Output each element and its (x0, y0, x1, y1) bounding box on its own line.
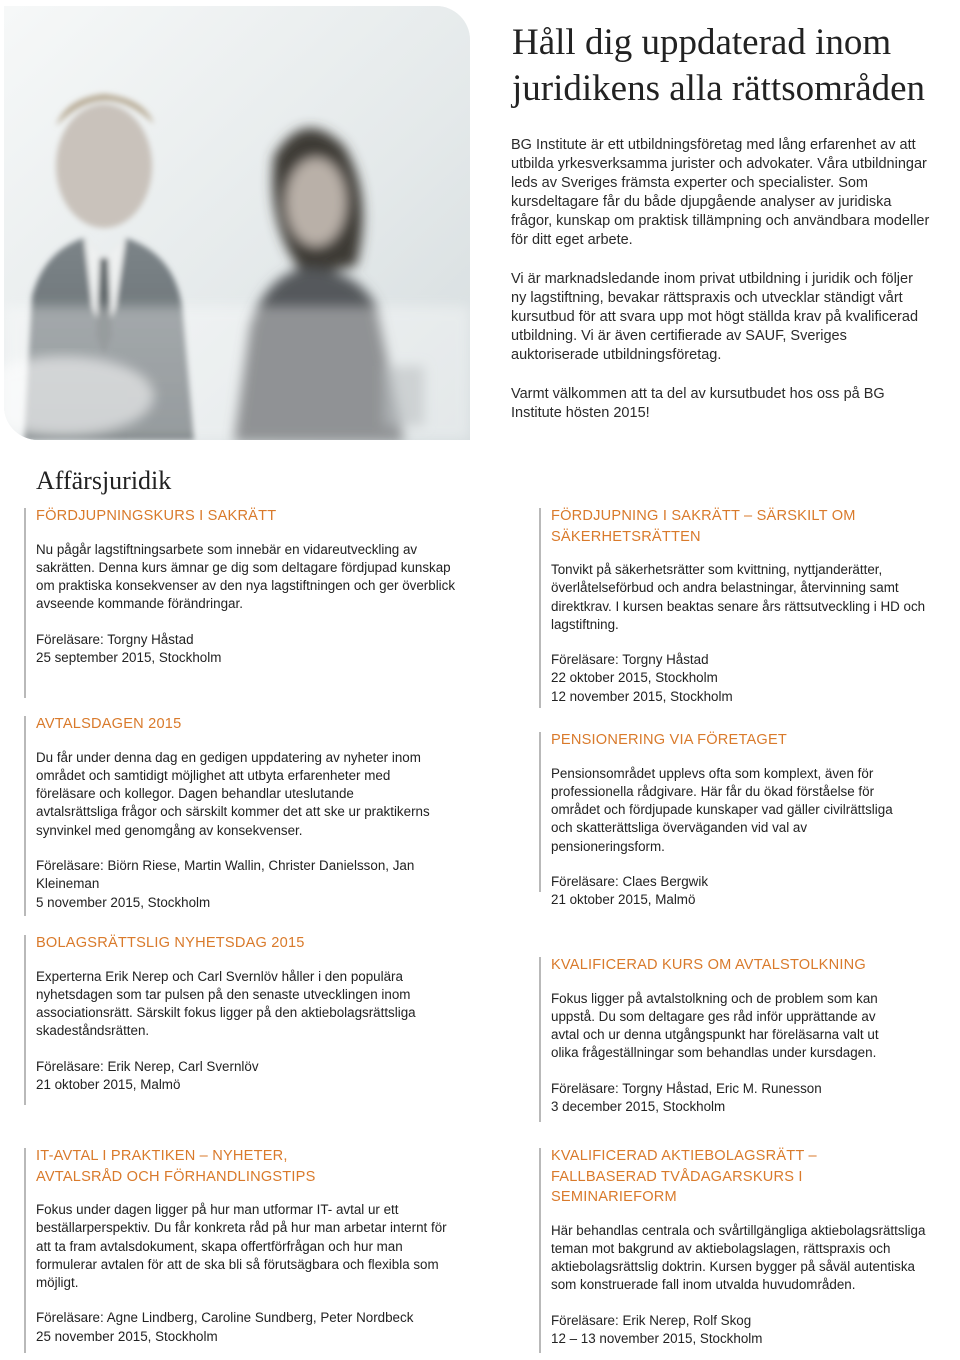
course-card (551, 955, 891, 1116)
course-description: Fokus under dagen ligger på hur man utformar IT- avtal ur ett beställarperspektiv. Du får konkreta råd på hur man arbetar internt för att ta fram avtalsdokument, skapa offertförfrågan och hur man formulerar avtalen för att de ska bli så förutsägbara och flexibla som möjligt. (36, 1202, 447, 1291)
intro-paragraph: BG Institute är ett utbildningsföretag med lång erfarenhet av att utbilda yrkesverksamma jurister och advokater. Våra utbildningar leds av Sveriges främsta experter och specialister. Som kursdeltagare får du både djupgående analyser av juridiska frågor, kunskap om praktisk tillämpning och användbara modeller för ditt eget arbete. (511, 137, 930, 248)
course-title: AVTALSDAGEN 2015 (36, 716, 182, 732)
course-lecturer: Föreläsare: Torgny Håstad (36, 631, 194, 647)
hero-photo (4, 6, 470, 440)
course-dates: 3 december 2015, Stockholm (551, 1098, 726, 1114)
intro-paragraph: Varmt välkommen att ta del av kursutbudet hos oss på BG Institute hösten 2015! (511, 386, 885, 421)
course-description: Här behandlas centrala och svårtillgängliga aktiebolagsrättsliga teman mot bakgrund av aktiebolagslagen, rättspraxis och aktiebolagsrättslig doktrin. Kursen bygger på såväl autentiska som konstruerade fall inom utvalda huvudområden. (551, 1222, 926, 1293)
course-title: KVALIFICERAD KURS OM AVTALSTOLKNING (551, 957, 866, 973)
course-description: Tonvikt på säkerhetsrätter som kvittning, nyttjanderätter, överlåtelseförbud och andra belastningar, återvinning samt direktkrav. I kursen beaktas senare års rättsutveckling i HD och lagstiftning. (551, 562, 926, 632)
section-heading: Affärsjuridik (36, 466, 172, 495)
course-title: FÖRDJUPNINGSKURS I SAKRÄTT (36, 508, 277, 524)
course-lecturer: Föreläsare: Torgny Håstad, Eric M. Runesson (551, 1080, 822, 1096)
course-title: BOLAGSRÄTTSLIG NYHETSDAG 2015 (36, 935, 305, 951)
course-lecturer: Föreläsare: Torgny Håstad (551, 652, 709, 668)
course-description: Experterna Erik Nerep och Carl Svernlöv håller i den populära nyhetsdagen som tar pulsen på den senaste utvecklingen inom associationsrätt. Särskilt fokus ligger på den aktiebolagsrättsliga skadeståndsrätten. (36, 968, 416, 1039)
course-card (36, 933, 442, 1094)
course-lecturer: Föreläsare: Erik Nerep, Carl Svernlöv (36, 1058, 259, 1074)
course-title: KVALIFICERAD AKTIEBOLAGSRÄTT – FALLBASERAD TVÅDAGARSKURS I SEMINARIEFORM (551, 1148, 817, 1205)
course-dates: 25 september 2015, Stockholm (36, 649, 222, 665)
course-card (36, 506, 456, 667)
course-card (551, 1146, 926, 1348)
intro-text (511, 136, 931, 443)
course-lecturer: Föreläsare: Erik Nerep, Rolf Skog (551, 1312, 752, 1328)
course-description: Du får under denna dag en gedigen uppdatering av nyheter inom området och samtidigt möjlighet att utbyta erfarenheter med föreläsare och kollegor. Dagen behandlar uteslutande avtalsrättsliga frågor och särskilt kommer det att ske ur praktikerns synvinkel med genomgång av konsekvenser. (36, 749, 430, 838)
course-title: FÖRDJUPNING I SAKRÄTT – SÄRSKILT OM SÄKERHETSRÄTTEN (551, 508, 856, 545)
course-description: Nu pågår lagstiftningsarbete som innebär en vidareutveckling av sakrätten. Denna kurs ämnar ge dig som deltagare fördjupad kunskap om praktiska konsekvenser av den nya lagstiftningen och ger överblick avseende kommande förändringar. (36, 541, 456, 612)
course-dates: 21 oktober 2015, Malmö (36, 1076, 181, 1092)
course-dates: 12 – 13 november 2015, Stockholm (551, 1330, 763, 1346)
course-description: Pensionsområdet upplevs ofta som komplext, även för professionella rådgivare. Här får du ökad förståelse för området och fördjupade kunskaper vad gäller civilrättsliga och skatterättsliga överväganden vid val av pensioneringsform. (551, 765, 893, 854)
course-lecturer: Föreläsare: Claes Bergwik (551, 873, 709, 889)
course-dates: 25 november 2015, Stockholm (36, 1328, 218, 1344)
intro-paragraph: Vi är marknadsledande inom privat utbildning i juridik och följer ny lagstiftning, bevakar rättspraxis och utvecklar ständigt vårt kursutbud för att svara upp mot högt ställda krav på kvalificerad utbildning. Vi är även certifierade av SAUF, Sveriges auktoriserade utbildningsföretag. (511, 271, 919, 363)
course-description: Fokus ligger på avtalstolkning och de problem som kan uppstå. Du som deltagare ges råd inför upprättande av avtal och ur denna utgångspunkt har föreläsarna valt ut olika frågeställningar som behandlas under kursdagen. (551, 990, 879, 1061)
course-card (551, 506, 941, 706)
page-title: Håll dig uppdaterad inom juridikens alla rättsområden (512, 22, 926, 109)
course-lecturer: Föreläsare: Agne Lindberg, Caroline Sundberg, Peter Nordbeck (36, 1310, 414, 1326)
course-card (36, 714, 432, 912)
course-card (36, 1146, 448, 1346)
course-lecturer: Föreläsare: Biörn Riese, Martin Wallin, Christer Danielsson, Jan Kleineman (36, 857, 415, 892)
course-card (551, 730, 913, 910)
course-title: PENSIONERING VIA FÖRETAGET (551, 732, 788, 748)
course-dates: 5 november 2015, Stockholm (36, 894, 211, 910)
course-title: IT-AVTAL I PRAKTIKEN – NYHETER, AVTALSRÅD OCH FÖRHANDLINGSTIPS (36, 1148, 316, 1185)
course-dates: 21 oktober 2015, Malmö (551, 892, 696, 908)
course-dates: 22 oktober 2015, Stockholm 12 november 2015, Stockholm (551, 670, 733, 704)
